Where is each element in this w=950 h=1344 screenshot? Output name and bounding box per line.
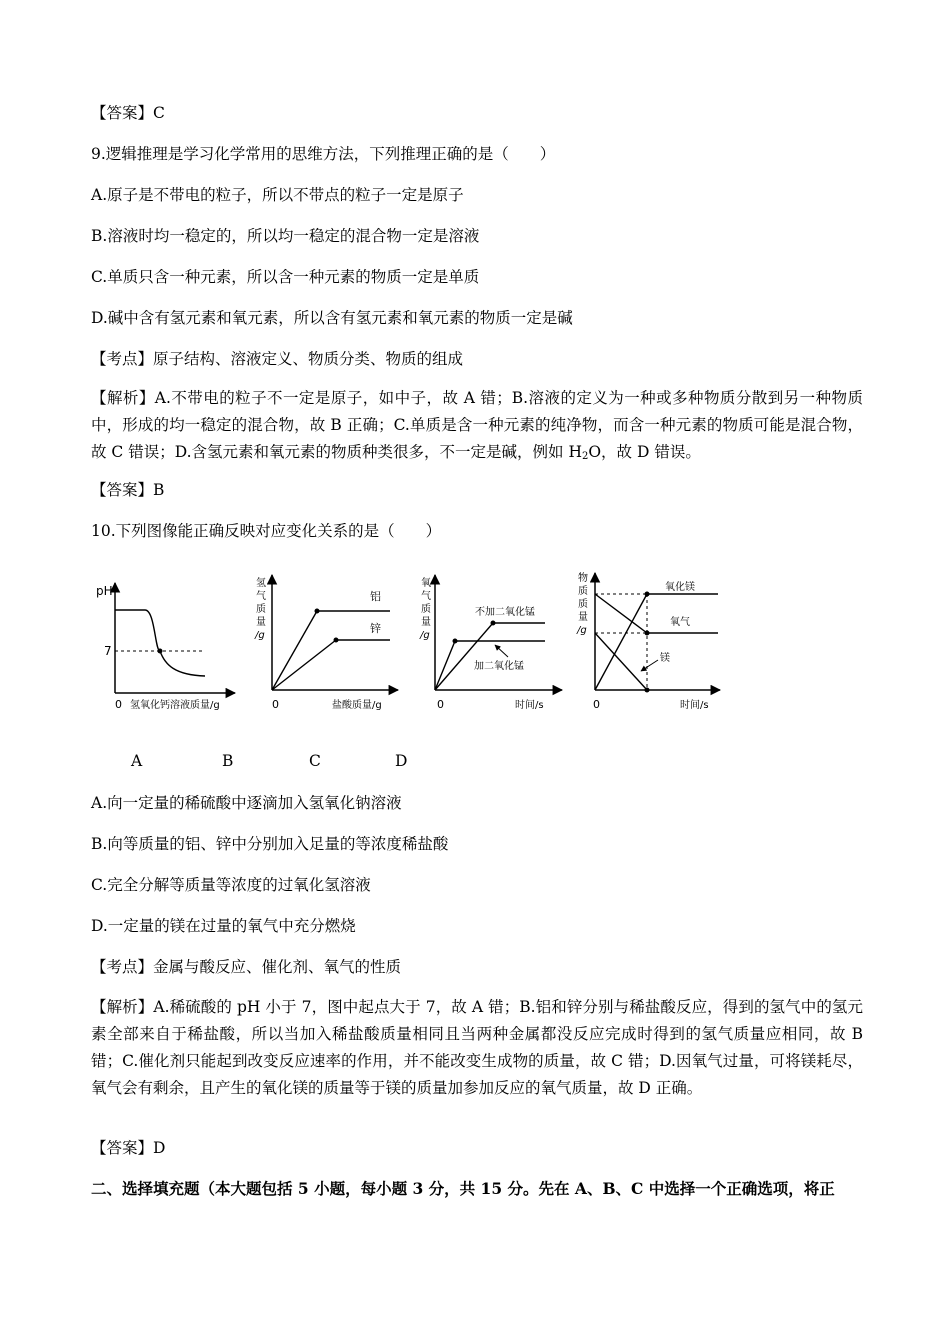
graph-c-ylabel-4: 量 [421,617,431,628]
q9-option-a: A.原子是不带电的粒子，所以不带点的粒子一定是原子 [91,186,464,204]
graph-a-xlabel: 氢氧化钙溶液质量/g [130,700,220,711]
graph-c-ylabel-3: 质 [421,604,431,615]
graph-b-ylabel-4: 量 [256,617,266,628]
q10-option-a: A.向一定量的稀硫酸中逐滴加入氢氧化钠溶液 [91,794,402,812]
q10-figure [90,565,740,715]
graph-b-ylabel-2: 气 [256,591,266,602]
q10-kaodian: 【考点】金属与酸反应、催化剂、氧气的性质 [91,958,402,976]
graph-d-line-mgo: 氧化镁 [665,582,695,593]
graph-b-line-al: 铝 [370,590,381,603]
q10-stem: 10.下列图像能正确反映对应变化关系的是（ ） [91,522,442,540]
q9-jiexi-end: O，故 D 错误。 [588,443,701,461]
graph-b-ylabel-1: 氢 [256,578,266,589]
graph-d-line-o2: 氧气 [670,617,690,628]
graph-d-line-mg: 镁 [660,653,670,664]
q10-option-d: D.一定量的镁在过量的氧气中充分燃烧 [91,917,356,935]
graph-c-ylabel-5: /g [420,630,430,641]
graph-d [576,571,720,711]
graph-a-ylabel: pH [96,584,113,598]
graph-c-ylabel-1: 氧 [421,578,431,589]
q9-stem: 9.逻辑推理是学习化学常用的思维方法，下列推理正确的是（ ） [91,145,556,163]
section-2-heading: 二、选择填充题（本大题包括 5 小题，每小题 3 分，共 15 分。先在 A、B、C 中选择一个正确选项，将正 [91,1179,835,1198]
graph-a [96,583,235,711]
graph-d-xlabel: 时间/s [680,700,709,711]
q9-option-b: B.溶液时均一稳定的，所以均一稳定的混合物一定是溶液 [91,227,480,245]
graph-a-origin: 0 [115,698,122,711]
graph-c-ylabel-2: 气 [421,591,431,602]
graph-c-line-no-mno2: 不加二氧化锰 [475,607,535,618]
graph-b [254,575,398,711]
graph-b-ylabel-3: 质 [256,604,266,615]
figure-label-b: B [222,752,234,770]
graph-c [419,575,562,711]
graph-d-ylabel-4: 量 [578,612,588,623]
graph-b-xlabel: 盐酸质量/g [332,700,382,711]
graph-c-xlabel: 时间/s [515,700,544,711]
graph-d-ylabel-1: 物 [578,573,588,584]
graph-c-origin: 0 [437,698,444,711]
q10-option-c: C.完全分解等质量等浓度的过氧化氢溶液 [91,876,371,894]
graph-a-tick-7: 7 [104,644,112,658]
figure-label-c: C [309,752,321,770]
graph-c-line-mno2: 加二氧化锰 [474,661,524,672]
q9-jiexi-subscript: 2 [581,451,589,462]
q9-jiexi-main: 【解析】A.不带电的粒子不一定是原子，如中子，故 A 错；B.溶液的定义为一种或多种物质分散到另一种物质中，形成的均一稳定的混合物，故 B 正确；C.单质是含一种元素的纯净物，而含一种元素的物质可能是混合物，故 C 错误；D.含氢元素和氧元素的物质种类很多，不一定是碱，例如 H [91,389,863,461]
graph-b-line-zn: 锌 [370,622,381,635]
answer-prev: 【答案】C [91,104,165,122]
graph-d-origin: 0 [593,698,600,711]
graph-d-ylabel-3: 质 [578,599,588,610]
graph-d-ylabel-2: 质 [578,586,588,597]
graph-d-ylabel-5: /g [577,625,587,636]
q9-kaodian: 【考点】原子结构、溶液定义、物质分类、物质的组成 [91,350,464,368]
q9-option-c: C.单质只含一种元素，所以含一种元素的物质一定是单质 [91,268,480,286]
q9-answer: 【答案】B [91,481,165,499]
figure-label-d: D [395,752,408,770]
graph-b-ylabel-5: /g [255,630,265,641]
q9-jiexi [91,385,863,466]
q10-option-b: B.向等质量的铝、锌中分别加入足量的等浓度稀盐酸 [91,835,449,853]
figure-label-a: A [131,752,143,770]
graph-b-origin: 0 [272,698,279,711]
q10-jiexi: 【解析】A.稀硫酸的 pH 小于 7，图中起点大于 7，故 A 错；B.铝和锌分别与稀盐酸反应，得到的氢气中的氢元素全部来自于稀盐酸，所以当加入稀盐酸质量相同且当两种金属都没反应完成时得到的氢气质量应相同，故 B 错；C.催化剂只能起到改变反应速率的作用，并不能改变生成物的质量，故 C 错；D.因氧气过量，可将镁耗尽，氧气会有剩余，且产生的氧化镁的质量等于镁的质量加参加反应的氧气质量，故 D 正确。 [91,998,863,1097]
q10-answer: 【答案】D [91,1139,166,1157]
q9-option-d: D.碱中含有氢元素和氧元素，所以含有氢元素和氧元素的物质一定是碱 [91,309,573,327]
